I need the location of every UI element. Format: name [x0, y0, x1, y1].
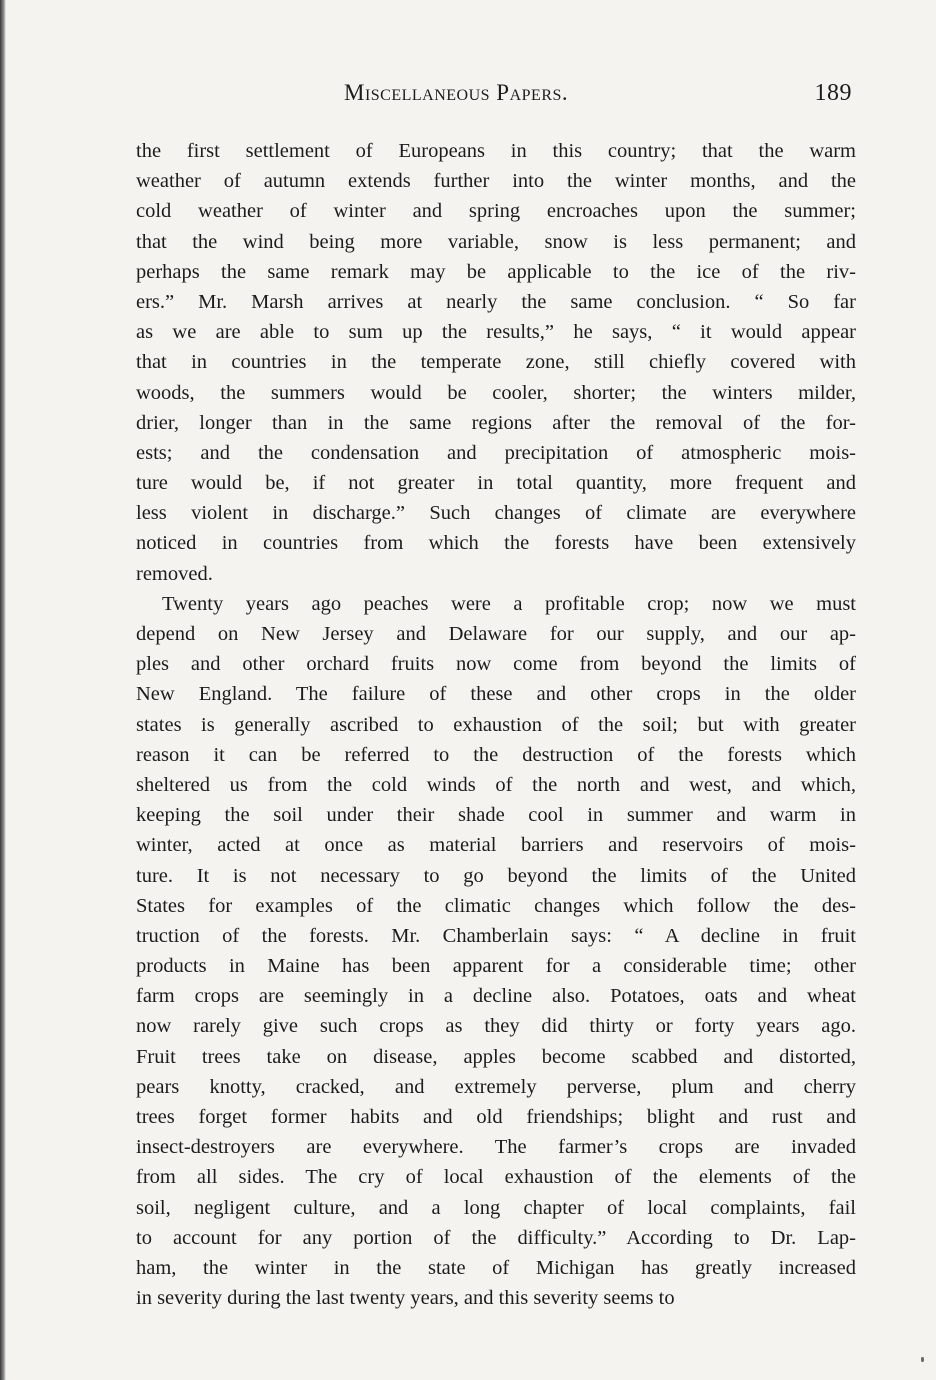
text-line: that the wind being more variable, snow is less permanent; and	[136, 230, 856, 253]
text-line: New England. The failure of these and other crops in the older	[136, 683, 856, 706]
text-line: to account for any portion of the difficulty.” According to Dr. Lap-	[136, 1226, 856, 1249]
text-line: keeping the soil under their shade cool in summer and warm in	[136, 804, 856, 827]
text-line: perhaps the same remark may be applicable to the ice of the riv-	[136, 260, 856, 283]
paragraph	[136, 589, 856, 1314]
text-line: depend on New Jersey and Delaware for our supply, and our ap-	[136, 623, 856, 645]
text-line: trees forget former habits and old friendships; blight and rust and	[136, 1106, 856, 1128]
text-line: winter, acted at once as material barriers and reservoirs of mois-	[136, 834, 856, 857]
paragraph	[136, 136, 856, 589]
book-spine-shadow	[0, 0, 6, 1380]
running-title: Miscellaneous Papers.	[344, 80, 569, 105]
text-line: that in countries in the temperate zone, still chiefly covered with	[136, 351, 856, 374]
text-line: ham, the winter in the state of Michigan has greatly increased	[136, 1256, 856, 1279]
text-line: now rarely give such crops as they did thirty or forty years ago.	[136, 1015, 856, 1038]
text-line: States for examples of the climatic changes which follow the des-	[136, 894, 856, 917]
text-line: Twenty years ago peaches were a profitable crop; now we must	[162, 592, 856, 615]
text-line: ture would be, if not greater in total quantity, more frequent and	[136, 472, 856, 495]
text-line: drier, longer than in the same regions after the removal of the for-	[136, 411, 856, 434]
text-line: states is generally ascribed to exhaustion of the soil; but with greater	[136, 713, 856, 736]
text-line: as we are able to sum up the results,” he says, “ it would appear	[136, 321, 856, 344]
paper-speck	[921, 1357, 924, 1362]
running-header	[136, 76, 856, 112]
text-line: ests; and the condensation and precipitation of atmospheric mois-	[136, 441, 856, 464]
text-line: products in Maine has been apparent for a considerable time; other	[136, 955, 856, 978]
text-line: cold weather of winter and spring encroaches upon the summer;	[136, 200, 856, 223]
text-line: reason it can be referred to the destruction of the forests which	[136, 743, 856, 766]
text-line: the first settlement of Europeans in this country; that the warm	[136, 140, 856, 162]
text-line: Fruit trees take on disease, apples become scabbed and distorted,	[136, 1045, 856, 1068]
text-line: removed.	[136, 562, 213, 585]
text-line: sheltered us from the cold winds of the north and west, and which,	[136, 773, 856, 796]
text-line: ples and other orchard fruits now come from beyond the limits of	[136, 653, 856, 676]
text-line: woods, the summers would be cooler, shorter; the winters milder,	[136, 381, 856, 404]
text-line: less violent in discharge.” Such changes of climate are everywhere	[136, 502, 856, 525]
text-line: farm crops are seemingly in a decline also. Potatoes, oats and wheat	[136, 985, 856, 1008]
text-line: weather of autumn extends further into the winter months, and the	[136, 170, 856, 193]
text-line: ers.” Mr. Marsh arrives at nearly the same conclusion. “ So far	[136, 290, 856, 313]
text-line: pears knotty, cracked, and extremely perverse, plum and cherry	[136, 1075, 856, 1098]
text-line: from all sides. The cry of local exhaustion of the elements of the	[136, 1166, 856, 1189]
text-line: soil, negligent culture, and a long chapter of local complaints, fail	[136, 1196, 856, 1219]
page-number: 189	[814, 80, 852, 106]
text-line: ture. It is not necessary to go beyond the limits of the United	[136, 864, 856, 887]
text-line: noticed in countries from which the forests have been extensively	[136, 532, 856, 555]
body-text	[136, 136, 856, 1313]
book-page	[136, 76, 856, 1313]
text-line: truction of the forests. Mr. Chamberlain says: “ A decline in fruit	[136, 924, 856, 947]
text-line: in severity during the last twenty years, and this severity seems to	[136, 1287, 675, 1310]
text-line: insect-destroyers are everywhere. The farmer’s crops are invaded	[136, 1136, 856, 1159]
